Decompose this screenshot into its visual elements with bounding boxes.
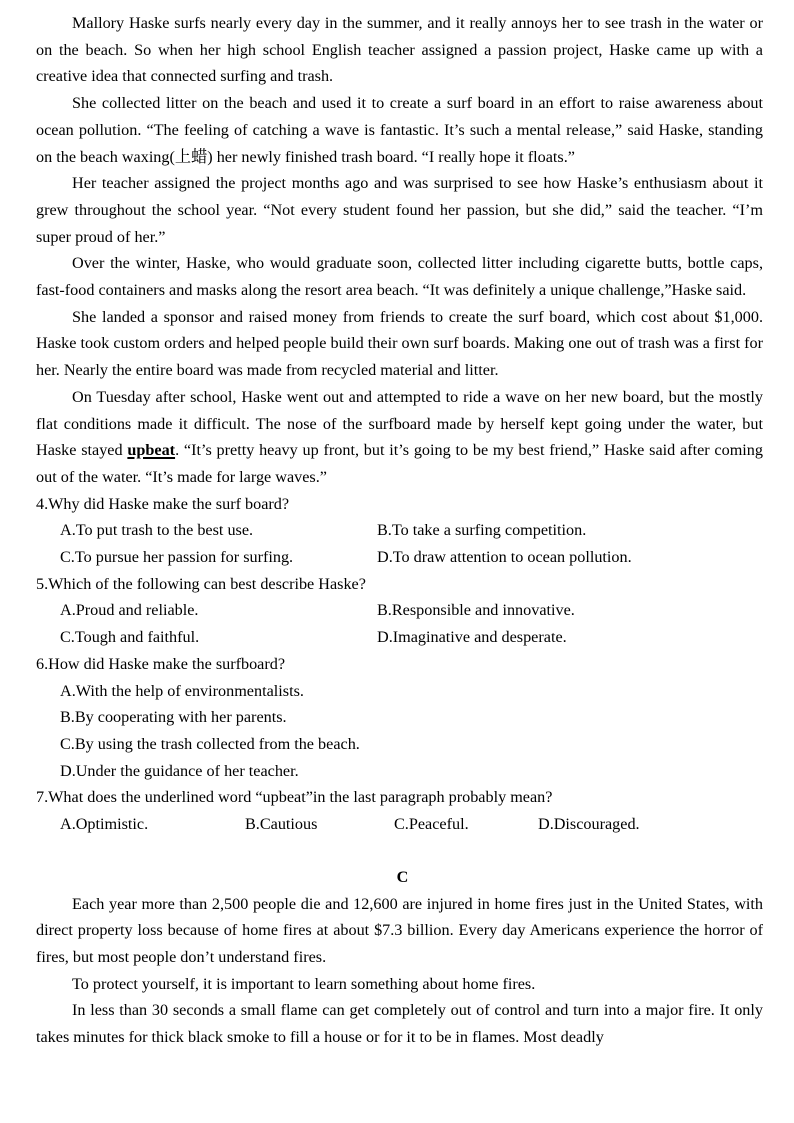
question-5 bbox=[36, 571, 763, 651]
question-5-stem: 5.Which of the following can best describe Haske? bbox=[36, 574, 366, 593]
paragraph-6-text-before: On Tuesday after school, Haske went out and attempted to ride a wave on her new board, but the mostly flat conditions made it difficult. The nose of the surfboard made by herself kept going under the water, but Haske stayed bbox=[36, 387, 763, 460]
passage-b-paragraph-2: She collected litter on the beach and used it to create a surf board in an effort to raise awareness about ocean pollution. “The feeling of catching a wave is fantastic. It’s such a mental release,” said Haske, standing on the beach waxing(上蜡) her newly finished trash board. “I really hope it floats.” bbox=[36, 94, 763, 166]
question-6 bbox=[36, 651, 763, 785]
question-7-options bbox=[36, 811, 763, 838]
question-7-option-b: B.Cautious bbox=[245, 815, 318, 834]
question-5-option-a: A.Proud and reliable. bbox=[60, 601, 199, 620]
passage-b-paragraph-6 bbox=[36, 384, 763, 491]
question-4-option-c: C.To pursue her passion for surfing. bbox=[60, 548, 294, 567]
question-4-option-a: A.To put trash to the best use. bbox=[60, 521, 254, 540]
question-7 bbox=[36, 784, 763, 837]
passage-b-paragraph-5: She landed a sponsor and raised money from friends to create the surf board, which cost about $1,000. Haske took custom orders and helped people build their own surf boards. Making one out of trash was a first for her. Nearly the entire board was made from recycled material and litter. bbox=[36, 307, 763, 380]
paragraph-6-text-after: . “It’s pretty heavy up front, but it’s going to be my best friend,” Haske said after coming out of the water. “It’s made for large waves.” bbox=[36, 441, 763, 486]
passage-c-paragraph-3: In less than 30 seconds a small flame can get completely out of control and turn into a major fire. It only takes minutes for thick black smoke to fill a house or for it to be in flames. Most deadly bbox=[36, 1001, 763, 1047]
question-4-option-b: B.To take a surfing competition. bbox=[377, 521, 587, 540]
question-4-option-d: D.To draw attention to ocean pollution. bbox=[377, 548, 632, 567]
question-6-stem: 6.How did Haske make the surfboard? bbox=[36, 654, 286, 673]
question-4-stem: 4.Why did Haske make the surf board? bbox=[36, 494, 290, 513]
question-5-options bbox=[36, 597, 763, 650]
passage-b-paragraph-1: Mallory Haske surfs nearly every day in the summer, and it really annoys her to see trash in the water or on the beach. So when her high school English teacher assigned a passion project, Haske came up with a creative idea that connected surfing and trash. bbox=[36, 14, 763, 86]
question-6-option-c: C.By using the trash collected from the beach. bbox=[60, 734, 360, 753]
question-4-options bbox=[36, 517, 763, 570]
question-6-option-a: A.With the help of environmentalists. bbox=[60, 681, 304, 700]
question-5-option-c: C.Tough and faithful. bbox=[60, 628, 200, 647]
question-7-option-a: A.Optimistic. bbox=[60, 815, 149, 834]
passage-b-paragraph-3: Her teacher assigned the project months ago and was surprised to see how Haske’s enthusiasm about it grew throughout the school year. “Not every student found her passion, but she did,” said the teacher. “I’m super proud of her.” bbox=[36, 174, 763, 246]
exam-page bbox=[36, 10, 763, 1051]
question-5-option-d: D.Imaginative and desperate. bbox=[377, 628, 567, 647]
underlined-word-upbeat: upbeat bbox=[127, 441, 176, 460]
question-6-option-d: D.Under the guidance of her teacher. bbox=[60, 761, 299, 780]
question-6-options bbox=[36, 678, 763, 785]
question-5-option-b: B.Responsible and innovative. bbox=[377, 601, 575, 620]
question-7-option-d: D.Discouraged. bbox=[538, 815, 640, 834]
question-4 bbox=[36, 491, 763, 571]
passage-b-paragraph-4: Over the winter, Haske, who would graduate soon, collected litter including cigarette butts, bottle caps, fast-food containers and masks along the resort area beach. “It was definitely a unique challenge,”Haske said. bbox=[36, 254, 763, 300]
question-6-option-b: B.By cooperating with her parents. bbox=[60, 708, 287, 727]
passage-c-paragraph-2: To protect yourself, it is important to learn something about home fires. bbox=[72, 974, 536, 993]
passage-c-paragraph-1: Each year more than 2,500 people die and 12,600 are injured in home fires just in the United States, with direct property loss because of home fires at about $7.3 billion. Every day Americans experience the horror of fires, but most people don’t understand fires. bbox=[36, 894, 763, 966]
question-7-option-c: C.Peaceful. bbox=[394, 815, 469, 834]
passage-c-heading: C bbox=[396, 867, 409, 886]
question-7-stem: 7.What does the underlined word “upbeat”in the last paragraph probably mean? bbox=[36, 788, 553, 807]
